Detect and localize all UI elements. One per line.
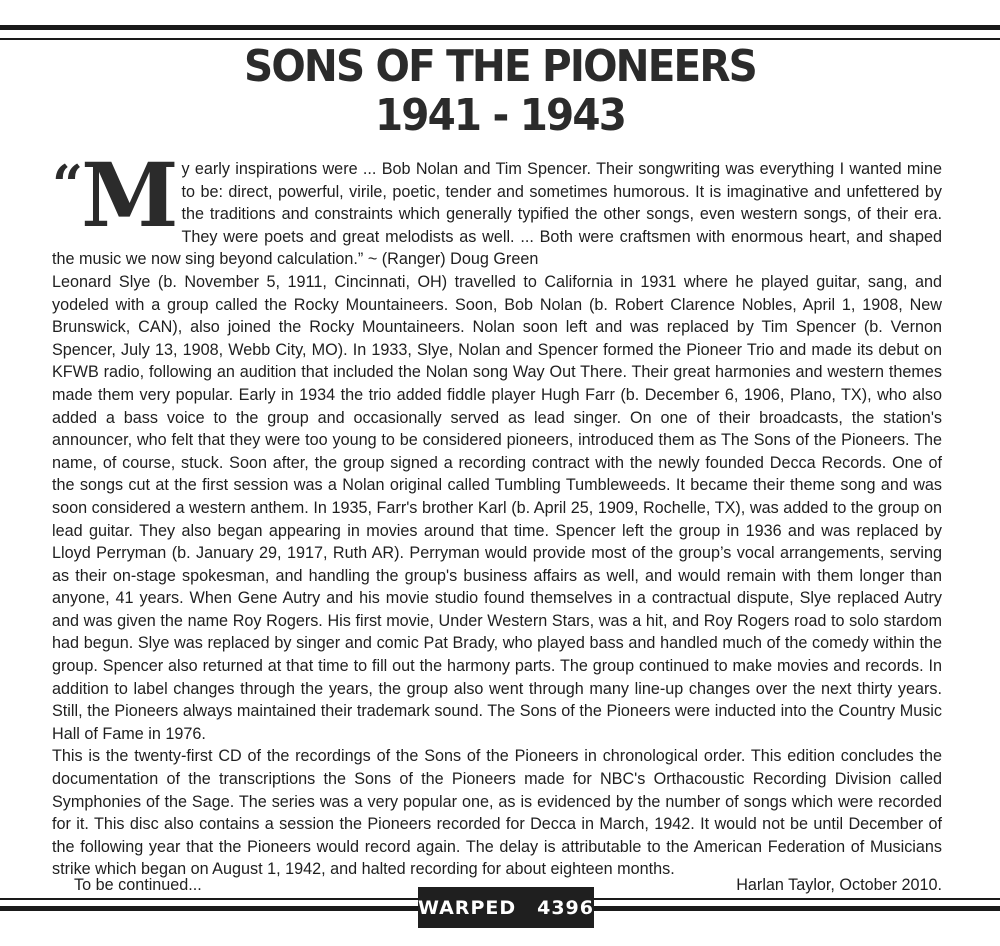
quote-text: y early inspirations were ... Bob Nolan and Tim Spencer. Their songwriting was everything I wanted mine to be: direct, powerful, virile, poetic, tender and sometimes humorous. It is imaginative and unfettered by the traditions and constraints which generally typified the other songs, even western songs, of their era. They were poets and great melodists as well. ... Both were craftsmen with enormous heart, and shaped the music we now sing beyond calculation.” ~ (Ranger) Doug Green <box>52 160 942 269</box>
title-years: 1941 - 1943 <box>374 90 626 141</box>
title-main: SONS OF THE PIONEERS <box>244 41 756 92</box>
drop-cap <box>52 143 179 247</box>
liner-notes-body <box>52 143 942 881</box>
label-name: WARPED <box>418 896 517 919</box>
catalog-label <box>418 887 594 928</box>
open-quote-mark: “ <box>52 153 80 217</box>
to-be-continued: To be continued... <box>74 876 202 894</box>
author-signoff: Harlan Taylor, October 2010. <box>736 876 942 894</box>
top-rule-thick <box>0 25 1000 30</box>
title-block <box>0 42 1000 140</box>
catalog-number: 4396 <box>537 896 594 919</box>
cd-notes-paragraph: This is the twenty-first CD of the recordings of the Sons of the Pioneers in chronological order. This edition concludes the documentation of the transcriptions the Sons of the Pioneers made for NBC's Orthacoustic Recording Division called Symphonies of the Sage. The series was a very popular one, as is evidenced by the number of songs which were recorded for it. This disc also contains a session the Pioneers recorded for Decca in March, 1942. It would not be until December of the following year that the Pioneers would record again. The delay is attributable to the American Federation of Musicians strike which began on August 1, 1942, and halted recording for about eighteen months. <box>52 747 942 879</box>
top-rule-thin <box>0 38 1000 40</box>
quote-paragraph <box>52 143 942 271</box>
drop-cap-letter: M <box>81 143 179 247</box>
history-paragraph: Leonard Slye (b. November 5, 1911, Cincinnati, OH) travelled to California in 1931 where he played guitar, sang, and yodeled with a group called the Rocky Mountaineers. Soon, Bob Nolan (b. Robert Clarence Nobles, April 1, 1908, New Brunswick, CAN), also joined the Rocky Mountaineers. Nolan soon left and was replaced by Tim Spencer (b. Vernon Spencer, July 13, 1908, Webb City, MO). In 1933, Slye, Nolan and Spencer formed the Pioneer Trio and made its debut on KFWB radio, following an audition that included the Nolan song Way Out There. Their great harmonies and western themes made them very popular. Early in 1934 the trio added fiddle player Hugh Farr (b. December 6, 1906, Plano, TX), who also added a bass voice to the group and occasionally served as lead singer. On one of their broadcasts, the station's announcer, who felt that they were too young to be considered pioneers, introduced them as The Sons of the Pioneers. The name, of course, stuck. Soon after, the group signed a recording contract with the newly founded Decca Records. One of the songs cut at the first session was a Nolan original called Tumbling Tumbleweeds. It became their theme song and was soon considered a western anthem. In 1935, Farr's brother Karl (b. April 25, 1909, Rochelle, TX), was added to the group on lead guitar. They also began appearing in movies around that time. Spencer left the group in 1936 and was replaced by Lloyd Perryman (b. January 29, 1917, Ruth AR). Perryman would provide most of the group’s vocal arrangements, serving as their on-stage spokesman, and handling the group's business affairs as well, and would remain with them longer than anyone, 41 years. When Gene Autry and his movie studio found themselves in a contractual dispute, Slye replaced Autry and was given the name Roy Rogers. His first movie, Under Western Stars, was a hit, and Roy Rogers road to solo stardom had begun. Slye was replaced by singer and comic Pat Brady, who played bass and handled much of the comedy within the group. Spencer also returned at that time to fill out the harmony parts. The group continued to make movies and records. In addition to label changes through the years, the group also went through many line-up changes over the next thirty years. Still, the Pioneers always maintained their trademark sound. The Sons of the Pioneers were inducted into the Country Music Hall of Fame in 1976. <box>52 272 942 743</box>
